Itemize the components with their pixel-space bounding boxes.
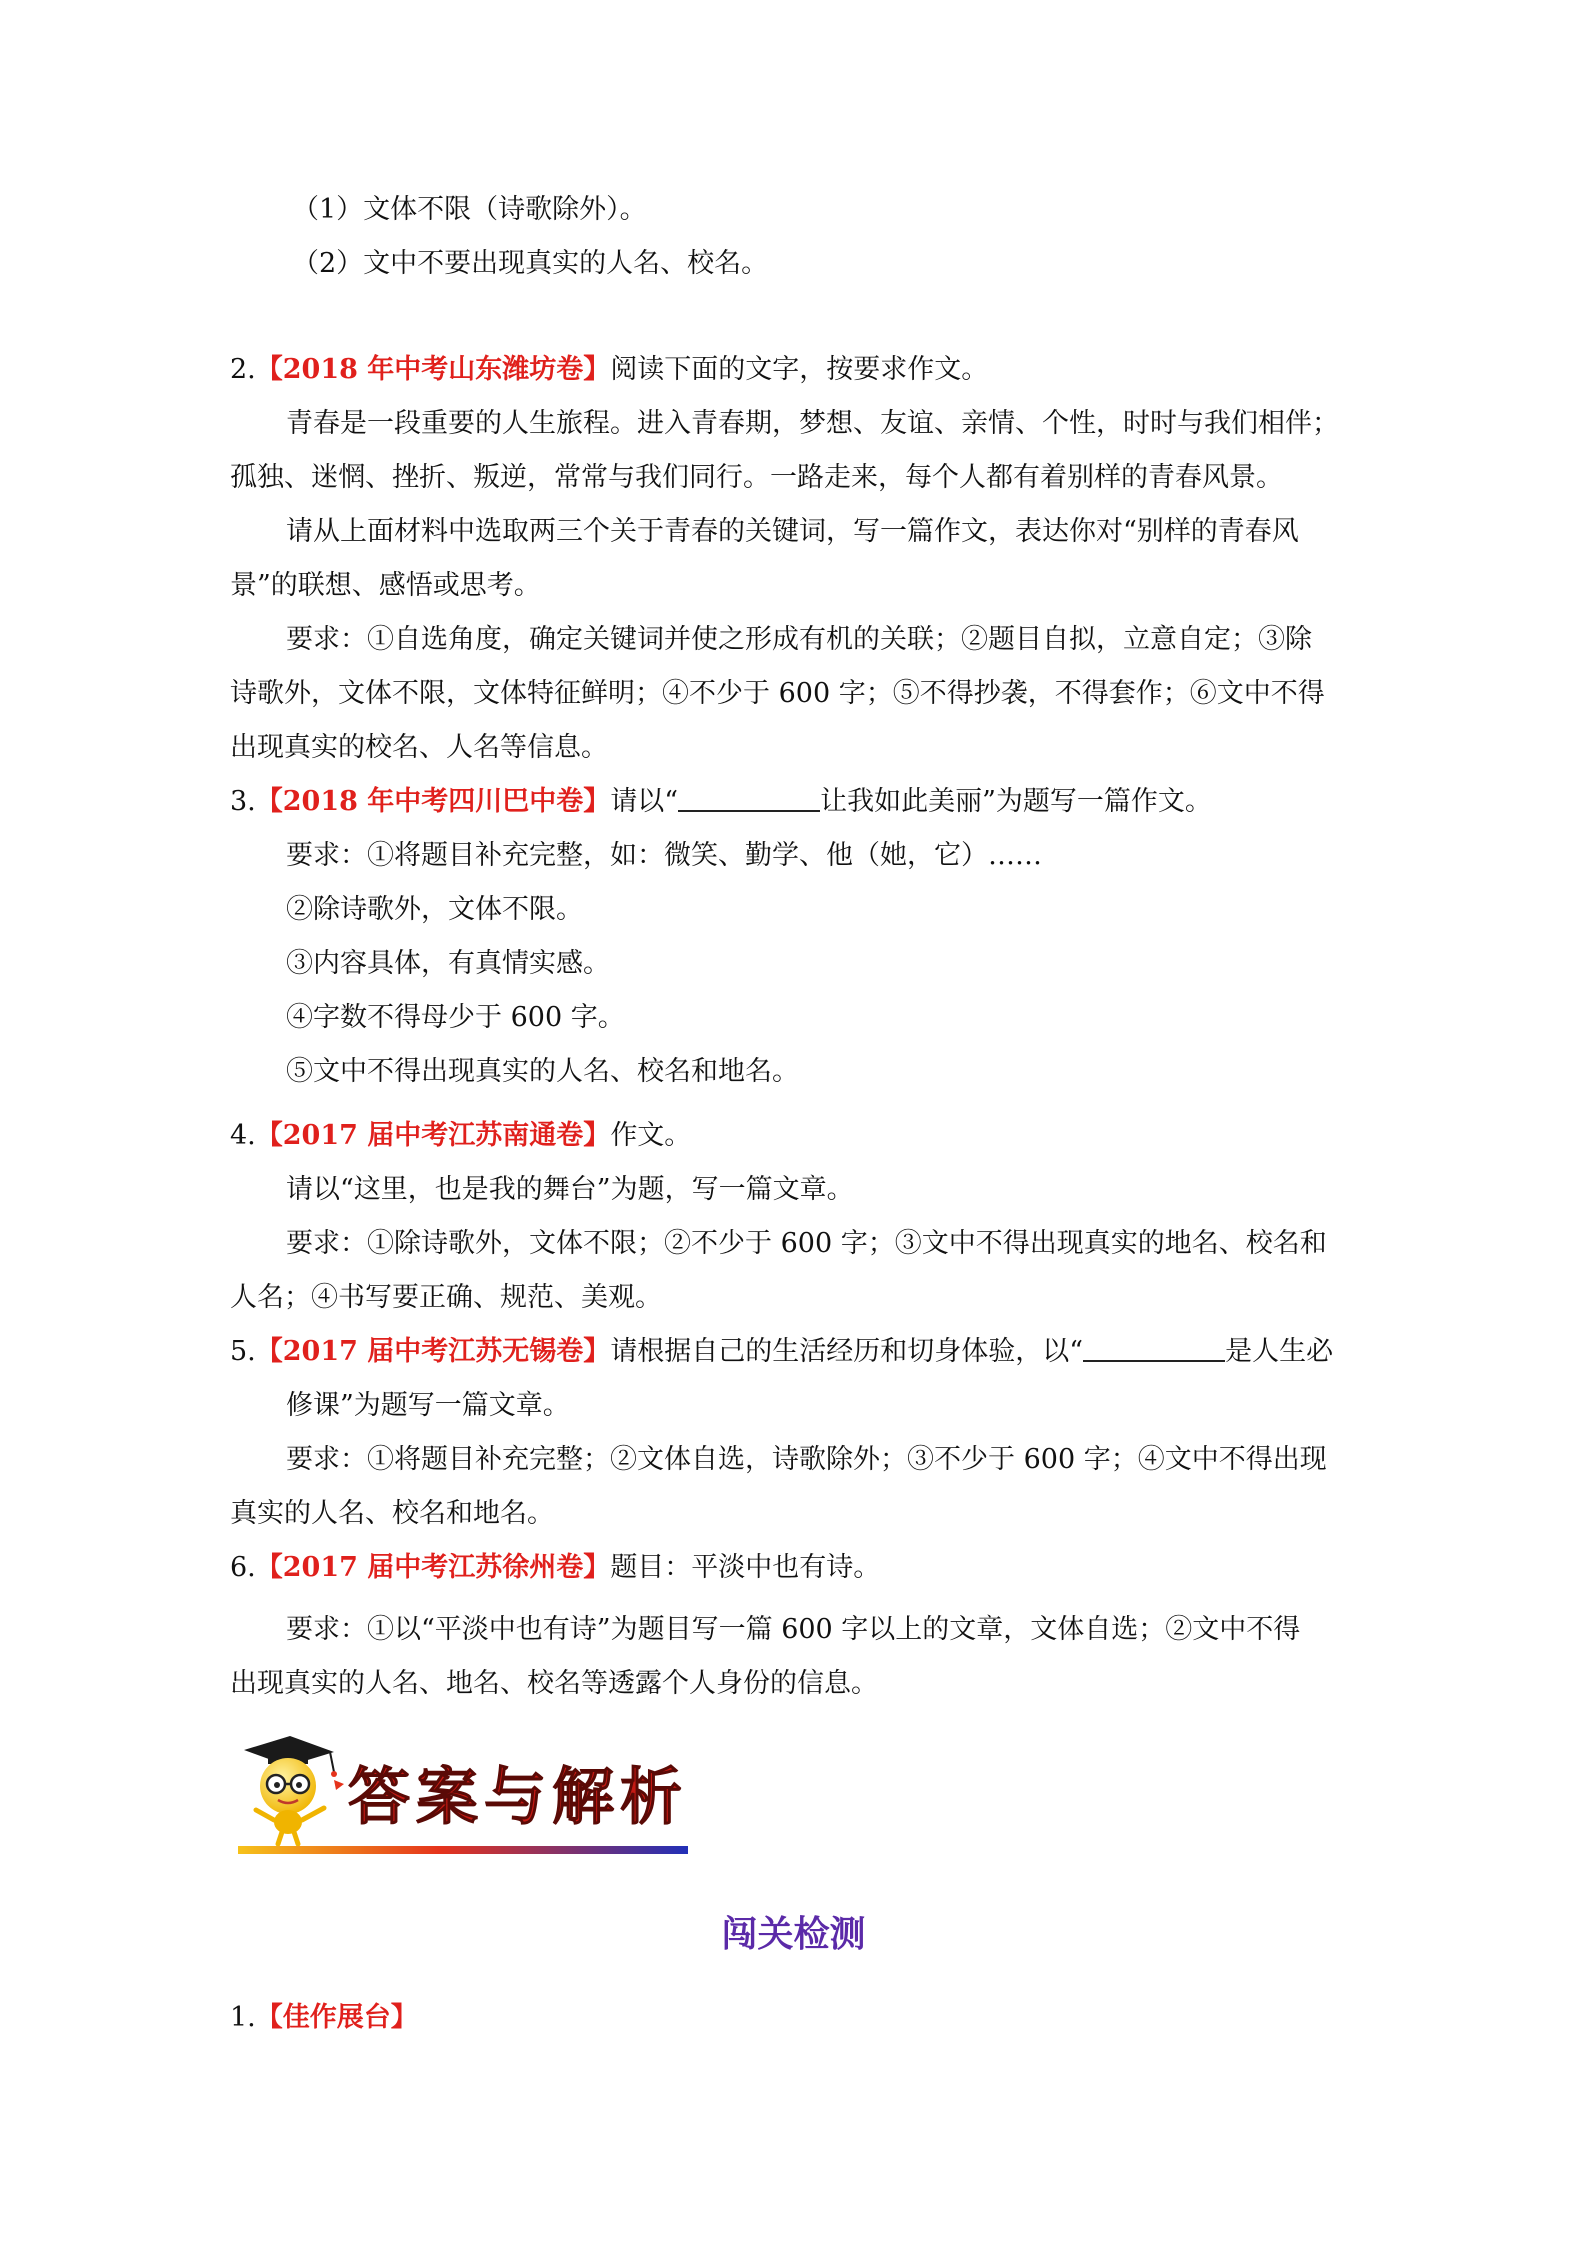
q2-source: 【2018 年中考山东潍坊卷】 (255, 354, 611, 385)
q4-para2b: 人名；④书写要正确、规范、美观。 (230, 1282, 662, 1313)
q5-para1b: 真实的人名、校名和地名。 (230, 1498, 554, 1529)
q6-para1b: 出现真实的人名、地名、校名等透露个人身份的信息。 (230, 1668, 878, 1699)
q5-source: 【2017 届中考江苏无锡卷】 (255, 1336, 611, 1367)
a1-heading (230, 2000, 418, 2036)
q3-blank (678, 784, 820, 812)
answer-analysis-logo (238, 1728, 688, 1858)
q2-para3a: 要求：①自选角度，确定关键词并使之形成有机的关联；②题目自拟，立意自定；③除 (286, 624, 1312, 655)
q6-lead: 题目：平淡中也有诗。 (610, 1552, 881, 1583)
a1-source: 【佳作展台】 (255, 2002, 418, 2033)
q3-req-5: ⑤文中不得出现真实的人名、校名和地名。 (286, 1056, 799, 1087)
q5-lead-a: 请根据自己的生活经历和切身体验，以“ (610, 1336, 1084, 1367)
q4-lead: 作文。 (610, 1120, 692, 1151)
q3-req-1: 要求：①将题目补充完整，如：微笑、勤学、他（她，它）…… (286, 840, 1042, 871)
q5-blank (1083, 1334, 1225, 1362)
logo-graphic (238, 1728, 688, 1858)
q3-heading (230, 784, 1212, 820)
q2-para3c: 出现真实的校名、人名等信息。 (230, 732, 608, 763)
q6-heading (230, 1550, 880, 1586)
q4-source: 【2017 届中考江苏南通卷】 (255, 1120, 611, 1151)
q2-heading (230, 352, 988, 388)
q4-para2a: 要求：①除诗歌外，文体不限；②不少于 600 字；③文中不得出现真实的地名、校名和 (286, 1228, 1327, 1259)
a1-number: 1. (230, 2002, 256, 2033)
q4-heading (230, 1118, 691, 1154)
q5-heading (230, 1334, 1333, 1370)
q3-lead-a: 请以“ (610, 786, 679, 817)
q2-para2b: 景”的联想、感悟或思考。 (230, 570, 541, 601)
q3-req-4: ④字数不得母少于 600 字。 (286, 1002, 625, 1033)
q3-source: 【2018 年中考四川巴中卷】 (255, 786, 611, 817)
q5-lead-b: 是人生必 (1225, 1336, 1334, 1367)
q5-lead-c: 修课”为题写一篇文章。 (286, 1390, 570, 1421)
q3-req-3: ③内容具体，有真情实感。 (286, 948, 610, 979)
mascot-icon (244, 1736, 337, 1844)
q4-para1: 请以“这里，也是我的舞台”为题，写一篇文章。 (286, 1174, 854, 1205)
q6-source: 【2017 届中考江苏徐州卷】 (255, 1552, 611, 1583)
q2-para1a: 青春是一段重要的人生旅程。进入青春期，梦想、友谊、亲情、个性，时时与我们相伴； (286, 408, 1339, 439)
q3-number: 3. (230, 786, 256, 817)
q2-para2a: 请从上面材料中选取两三个关于青春的关键词，写一篇作文，表达你对“别样的青春风 (286, 516, 1299, 547)
section-title: 闯关检测 (721, 1913, 866, 1955)
q2-para3b: 诗歌外，文体不限，文体特征鲜明；④不少于 600 字；⑤不得抄袭，不得套作；⑥文中不得 (230, 678, 1325, 709)
q6-para1a: 要求：①以“平淡中也有诗”为题目写一篇 600 字以上的文章，文体自选；②文中不得 (286, 1614, 1301, 1645)
q6-number: 6. (230, 1552, 256, 1583)
q2-number: 2. (230, 354, 256, 385)
q5-para1a: 要求：①将题目补充完整；②文体自选，诗歌除外；③不少于 600 字；④文中不得出现 (286, 1444, 1327, 1475)
q2-lead: 阅读下面的文字，按要求作文。 (610, 354, 989, 385)
top-line-1: （1）文体不限（诗歌除外）。 (292, 194, 647, 225)
logo-text: 答案与解析 (348, 1760, 688, 1833)
q3-lead-b: 让我如此美丽”为题写一篇作文。 (820, 786, 1212, 817)
q3-req-2: ②除诗歌外，文体不限。 (286, 894, 583, 925)
q2-para1b: 孤独、迷惘、挫折、叛逆，常常与我们同行。一路走来，每个人都有着别样的青春风景。 (230, 462, 1283, 493)
top-line-2: （2）文中不要出现真实的人名、校名。 (292, 248, 769, 279)
q5-number: 5. (230, 1336, 256, 1367)
q4-number: 4. (230, 1120, 256, 1151)
